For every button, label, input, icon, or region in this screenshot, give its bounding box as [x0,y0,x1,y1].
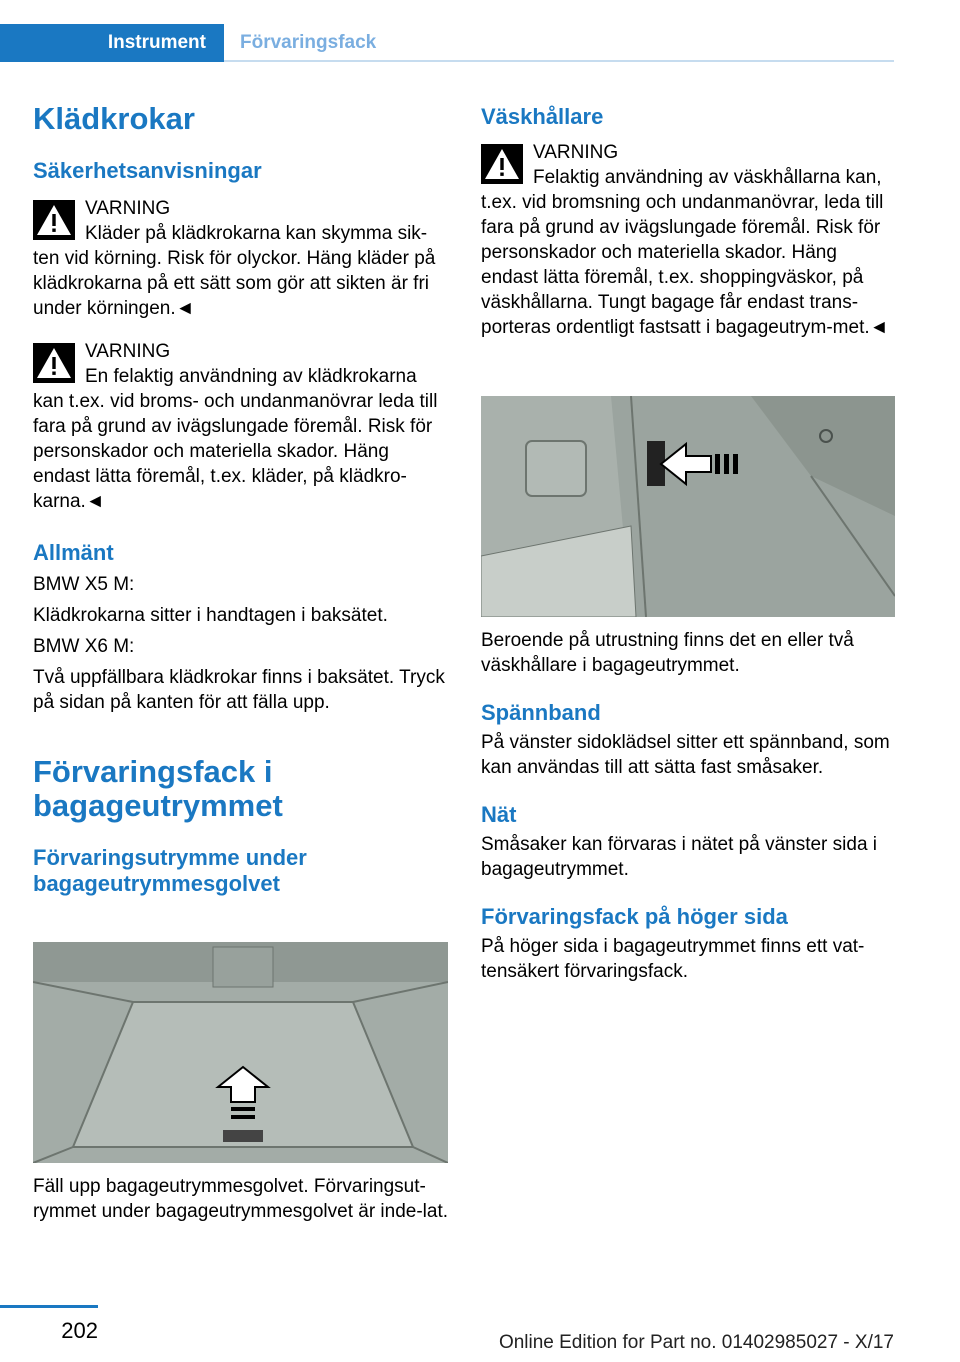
general-heading: Allmänt [33,540,114,565]
tab-instrument-label: Instrument [107,32,206,53]
warning-block-2 [33,339,449,514]
bag-holder-heading: Väskhållare [481,104,604,129]
trunk-floor-illustration [33,942,448,1163]
footer-rule [0,1305,98,1308]
bag-holder-caption: Beroende på utrustning finns det en eller två väskhållare i bagageutrymmet. [481,630,854,676]
storage-heading: Förvaringsutrymme under bagageutrymmesgolvet [33,845,307,896]
warning2-first-line: En felaktig användning av klädkrokarna [85,366,417,387]
warning1-first-line: Kläder på klädkrokarna kan skymma sik- [85,223,428,244]
warning3-label: VARNING [533,142,619,163]
header-rule [224,60,894,62]
page-number: 202 [61,1318,98,1343]
compartment-heading: Förvaringsfack på höger sida [481,904,788,929]
x6-text: Två uppfällbara klädkrokar finns i baksätet. Tryck på sidan på kanten för att fälla upp. [33,667,445,713]
warning2-label: VARNING [85,341,171,362]
bag-holder-illustration [481,396,895,617]
x5-text: Klädkrokarna sitter i handtagen i baksätet. [33,605,388,626]
section-title: Förvaringsfack i bagageutrymmet [33,754,283,823]
x5-label: BMW X5 M: [33,574,135,595]
header-tabs [0,24,894,62]
warning2-text: kan t.ex. vid broms- och undanmanövrar leda till fara på grund av ivägslungade föremål. Risk för personskador och materiella skador. Häng endast lätta föremål, t.ex. kläder, på klädkro-karna.◄ [33,391,438,512]
tab-forvaringsfack[interactable]: Förvaringsfack [240,32,377,53]
strap-text: På vänster sidoklädsel sitter ett spännband, som kan användas till att sätta fast småsaker. [481,732,890,778]
compartment-text: På höger sida i bagageutrymmet finns ett vat-tensäkert förvaringsfack. [481,936,865,982]
net-text: Småsaker kan förvaras i nätet på vänster sida i bagageutrymmet. [481,834,878,880]
warning3-text: t.ex. vid bromsning och undanmanövrar, leda till fara på grund av ivägslungade föremål. Risk för personskador och materiella skador. Häng endast lätta föremål, t.ex. shoppingväskor, på väskhållarna. Tungt bagage får endast trans-porteras ordentligt fastsatt i bagageutrym-met.◄ [481,192,889,338]
strap-heading: Spännband [481,700,601,725]
net-heading: Nät [481,802,517,827]
warning-triangle-icon [481,144,523,184]
storage-caption: Fäll upp bagageutrymmesgolvet. Förvaringsut-rymmet under bagageutrymmesgolvet är inde-lat. [33,1176,449,1222]
warning1-label: VARNING [85,198,171,219]
page-title: Klädkrokar [33,101,195,136]
warning1-text: ten vid körning. Risk för olyckor. Häng kläder på klädkrokarna på ett sätt som gör att sikten är fri under körningen.◄ [33,248,436,319]
warning-block-1 [33,196,449,321]
warning3-first-line: Felaktig användning av väskhållarna kan, [533,167,882,188]
safety-heading: Säkerhetsanvisningar [33,158,262,183]
warning-block-3 [481,140,895,340]
edition-text: Online Edition for Part no. 01402985027 - X/17 [498,1332,894,1353]
tab-instrument[interactable] [0,24,224,62]
warning-triangle-icon [33,200,75,240]
warning-triangle-icon [33,343,75,383]
x6-label: BMW X6 M: [33,636,135,657]
